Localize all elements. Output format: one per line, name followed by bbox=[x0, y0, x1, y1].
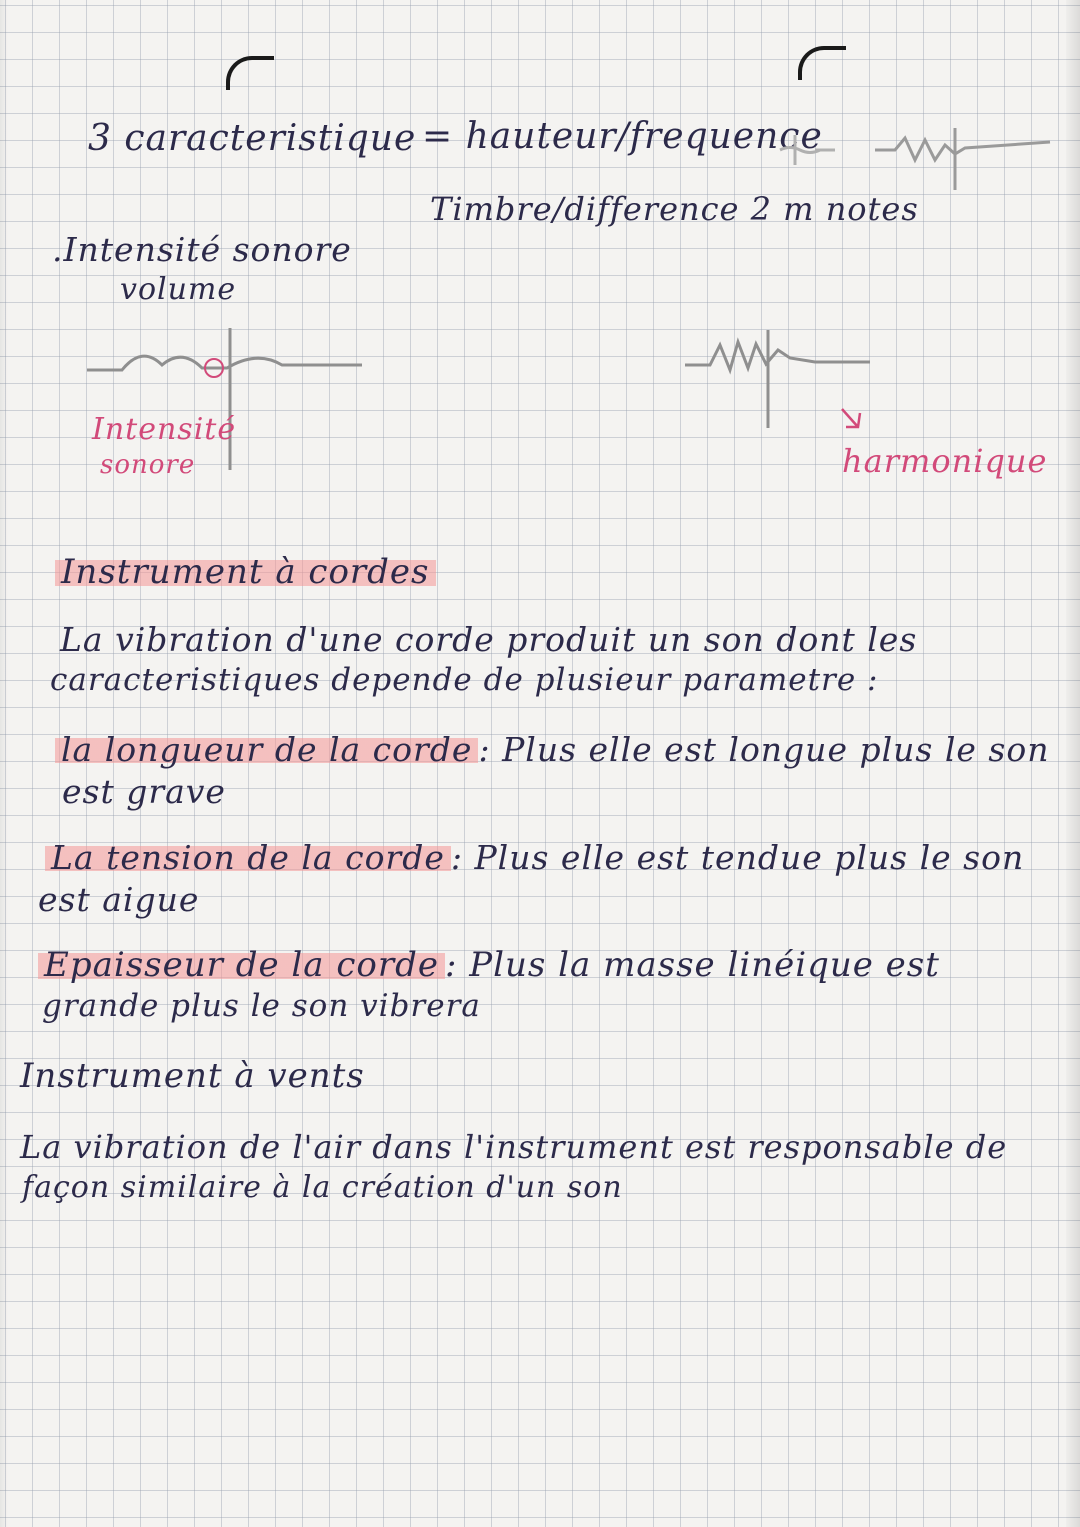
harmonic-label: harmonique bbox=[842, 442, 1048, 480]
intensity-axis-label-2: sonore bbox=[100, 450, 196, 480]
strings-intro-line-2: caracteristiques depende de plusieur parametre : bbox=[50, 662, 879, 698]
intensity-axis-label-1: Intensité bbox=[92, 412, 237, 447]
punch-hole-left bbox=[226, 56, 274, 90]
wind-text-line-1: La vibration de l'air dans l'instrument est responsable de bbox=[20, 1128, 1008, 1166]
tension-text-2: est aigue bbox=[38, 880, 200, 919]
volume-label: volume bbox=[120, 272, 237, 307]
length-text-1: : Plus elle est longue plus le son bbox=[478, 730, 1050, 769]
length-item bbox=[55, 730, 1049, 769]
arrow-icon bbox=[838, 405, 878, 435]
pitch-frequency-label: = hauteur/frequence bbox=[422, 116, 823, 157]
characteristics-title: 3 caracteristique bbox=[88, 118, 417, 159]
frequency-wave-sketch bbox=[775, 120, 1055, 200]
wind-text-line-2: façon similaire à la création d'un son bbox=[22, 1170, 623, 1205]
strings-intro-line-1: La vibration d'une corde produit un son dont les bbox=[60, 620, 918, 659]
strings-section-title bbox=[55, 552, 436, 592]
thickness-heading: Epaisseur de la corde bbox=[38, 945, 445, 985]
page-edge-left bbox=[0, 0, 8, 1527]
page-edge-right bbox=[1066, 0, 1080, 1527]
intensity-heading: .Intensité sonore bbox=[52, 230, 352, 269]
tension-item bbox=[45, 838, 1024, 877]
timbre-label: Timbre/difference 2 m notes bbox=[430, 190, 919, 228]
thickness-text-1: : Plus la masse linéique est bbox=[445, 945, 940, 985]
strings-title-highlight: Instrument à cordes bbox=[55, 552, 436, 592]
length-heading: la longueur de la corde bbox=[55, 730, 478, 769]
tension-heading: La tension de la corde bbox=[45, 838, 451, 877]
punch-hole-right bbox=[798, 46, 846, 80]
thickness-item bbox=[38, 945, 940, 985]
wind-section-title: Instrument à vents bbox=[20, 1056, 365, 1096]
thickness-text-2: grande plus le son vibrera bbox=[42, 988, 481, 1024]
tension-text-1: : Plus elle est tendue plus le son bbox=[450, 838, 1025, 877]
length-text-2: est grave bbox=[62, 772, 226, 811]
